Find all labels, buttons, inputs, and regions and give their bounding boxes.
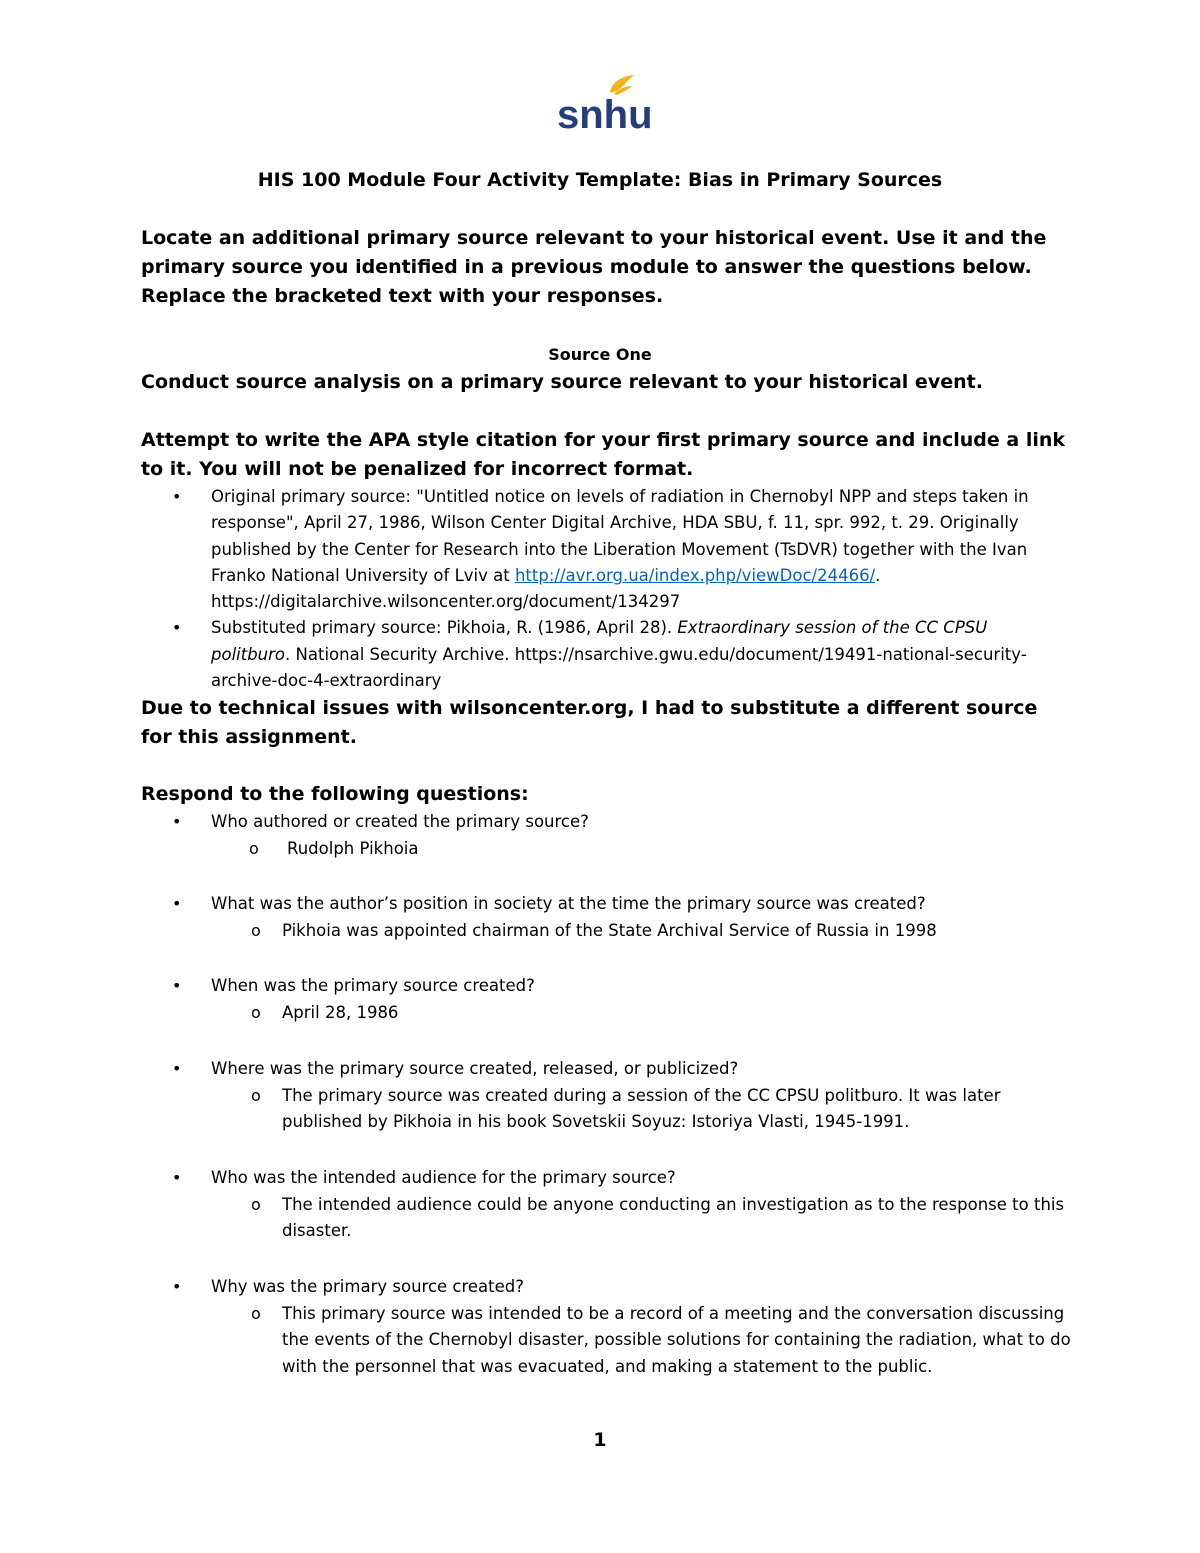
bullet-icon: • xyxy=(172,487,182,506)
citation-original xyxy=(141,484,1071,615)
questions-heading: Respond to the following questions: xyxy=(141,783,529,805)
citation-substituted xyxy=(141,615,1071,694)
question-item xyxy=(141,1165,1071,1245)
answer-text: Pikhoia was appointed chairman of the State Archival Service of Russia in 1998 xyxy=(282,920,937,940)
question-item xyxy=(141,891,1071,944)
sub-bullet-icon: o xyxy=(249,838,259,858)
question-item xyxy=(141,1274,1071,1380)
question-text: When was the primary source created? xyxy=(211,976,535,995)
substitution-note: Due to technical issues with wilsoncenter.org, I had to substitute a different source for this assignment. xyxy=(141,697,1038,748)
question-text: Why was the primary source created? xyxy=(211,1277,525,1296)
snhu-logo xyxy=(552,72,653,137)
answer-text: Rudolph Pikhoia xyxy=(287,838,419,858)
bullet-icon: • xyxy=(172,618,182,638)
answer-text: The primary source was created during a session of the CC CPSU politburo. It was later published by Pikhoia in his book Sovetskii Soyuz: Istoriya Vlasti, 1945-1991. xyxy=(282,1085,1001,1131)
sub-bullet-icon: o xyxy=(251,1002,261,1022)
answer-text: The intended audience could be anyone conducting an investigation as to the response to this disaster. xyxy=(282,1194,1065,1240)
bullet-icon: • xyxy=(172,812,182,831)
intro-paragraph: Locate an additional primary source relevant to your historical event. Use it and the primary source you identified in a previous module to answer the questions below. Replace the bracketed text with your responses. xyxy=(141,227,1047,307)
sub-bullet-icon: o xyxy=(251,1303,261,1323)
question-text: Where was the primary source created, released, or publicized? xyxy=(211,1059,739,1078)
citation-link-suffix: . xyxy=(875,565,881,585)
question-text: Who authored or created the primary source? xyxy=(211,812,589,831)
bullet-icon: • xyxy=(172,1168,182,1187)
citation-prompt: Attempt to write the APA style citation for your first primary source and include a link to it. You will not be penalized for incorrect format. xyxy=(141,429,1066,480)
citation-sub-suffix: . National Security Archive. https://nsarchive.gwu.edu/document/19491-national-security-archive-doc-4-extraordinary xyxy=(211,644,1027,691)
citation-link[interactable]: http://avr.org.ua/index.php/viewDoc/24466/ xyxy=(514,565,876,585)
bullet-icon: • xyxy=(172,894,182,913)
question-text: What was the author’s position in society at the time the primary source was created? xyxy=(211,894,926,913)
citation-original-text: Original primary source: "Untitled notice on levels of radiation in Chernobyl NPP and steps taken in response", April 27, 1986, Wilson Center Digital Archive, HDA SBU, f. 11, spr. 992, t. 29. Originally published by the Center for Research into the Liberation Movement (TsDVR) together with the Ivan Franko National University of Lviv at xyxy=(211,487,1029,585)
answer-text: April 28, 1986 xyxy=(282,1002,399,1022)
bullet-icon: • xyxy=(172,1059,182,1078)
question-item xyxy=(141,973,1071,1026)
source-heading: Source One xyxy=(548,345,652,364)
answer-text: This primary source was intended to be a record of a meeting and the conversation discussing the events of the Chernobyl disaster, possible solutions for containing the radiation, what to do with the personnel that was evacuated, and making a statement to the public. xyxy=(282,1303,1071,1376)
sub-bullet-icon: o xyxy=(251,1194,261,1214)
bullet-icon: • xyxy=(172,976,182,995)
page-title: HIS 100 Module Four Activity Template: Bias in Primary Sources xyxy=(257,169,943,191)
question-text: Who was the intended audience for the primary source? xyxy=(211,1168,676,1187)
bullet-icon: • xyxy=(172,1277,182,1296)
citation-url: https://digitalarchive.wilsoncenter.org/document/134297 xyxy=(211,592,681,612)
source-instruction: Conduct source analysis on a primary source relevant to your historical event. xyxy=(141,371,983,393)
page-number: 1 xyxy=(593,1429,607,1451)
citation-sub-title: Extraordinary session of the CC CPSU politburo xyxy=(211,618,988,664)
question-item xyxy=(141,1056,1071,1136)
sub-bullet-icon: o xyxy=(251,920,261,940)
citation-list xyxy=(141,484,1071,694)
citation-sub-prefix: Substituted primary source: Pikhoia, R. (1986, April 28). xyxy=(211,618,678,638)
question-item xyxy=(141,809,1071,862)
sub-bullet-icon: o xyxy=(251,1085,261,1105)
svg-text:snhu: snhu xyxy=(557,93,653,137)
